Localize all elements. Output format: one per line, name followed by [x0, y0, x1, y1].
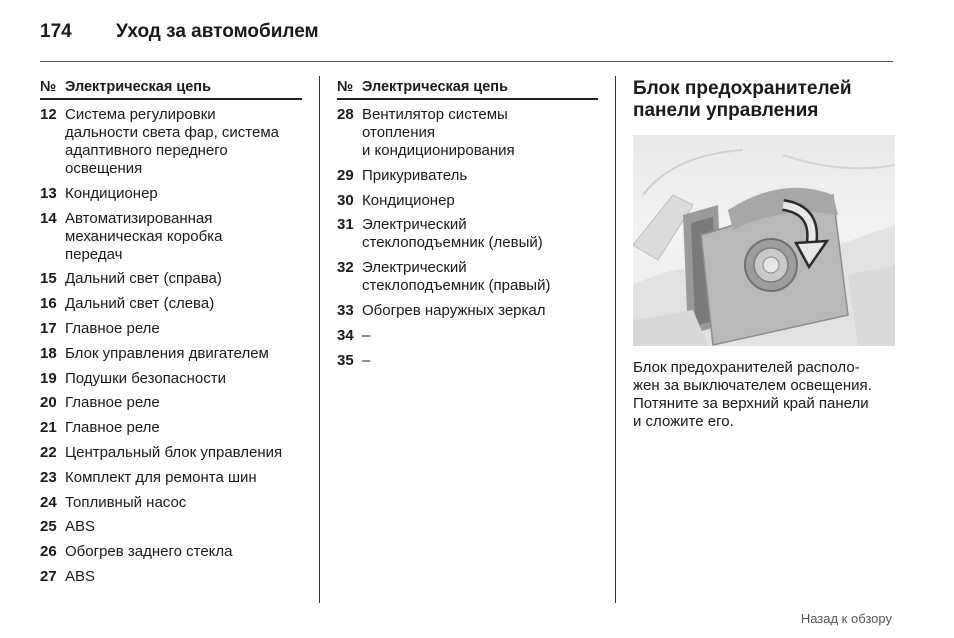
circuit-name: Электрический стеклоподъемник (левый): [362, 216, 543, 252]
table-row: [40, 370, 302, 388]
fuse-number: 17: [40, 319, 57, 337]
fuse-panel-illustration: [633, 135, 895, 346]
table-row: [40, 543, 302, 561]
table-row: [40, 320, 302, 338]
fuse-number: 13: [40, 184, 57, 202]
table-row: [337, 259, 598, 295]
circuit-name: Главное реле: [65, 394, 160, 412]
column-circuit-header: Электрическая цепь: [65, 79, 211, 95]
circuit-name: Кондиционер: [65, 184, 158, 202]
table-row: [40, 518, 302, 536]
fuse-number: 18: [40, 344, 57, 362]
circuit-name: Подушки безопасности: [65, 369, 227, 387]
table-row: [40, 295, 302, 313]
circuit-name: ABS: [65, 518, 96, 536]
table-row: [337, 106, 598, 160]
table-row: [40, 185, 302, 203]
table-header: [40, 78, 302, 100]
column-divider-1: [319, 76, 320, 603]
fuse-number: 35: [337, 351, 354, 369]
table-header: [337, 78, 598, 100]
column-circuit-header: Электрическая цепь: [362, 79, 508, 95]
circuit-name: Кондиционер: [362, 191, 455, 209]
table-row: [337, 327, 598, 345]
table-row: [40, 210, 302, 264]
circuit-name: Прикуриватель: [362, 166, 468, 184]
circuit-name: –: [362, 326, 371, 344]
fuse-number: 28: [337, 106, 354, 123]
circuit-name: ABS: [65, 567, 96, 585]
section-title: Блок предохранителей панели управления: [633, 78, 852, 121]
fuse-table-2: [337, 78, 598, 376]
table-row: [40, 270, 302, 288]
header-divider: [40, 61, 893, 62]
fuse-number: 27: [40, 567, 57, 585]
fuse-number: 25: [40, 518, 57, 536]
fuse-box-section: [633, 78, 895, 431]
fuse-number: 33: [337, 301, 354, 319]
circuit-name: –: [362, 351, 371, 369]
table-row: [40, 345, 302, 363]
circuit-name: Электрический стеклоподъемник (правый): [362, 259, 551, 295]
table-row: [337, 216, 598, 252]
fuse-number: 22: [40, 443, 57, 461]
fuse-table-1: [40, 78, 302, 593]
circuit-name: Блок управления двигателем: [65, 344, 269, 362]
table-row: [337, 167, 598, 185]
table-row: [337, 192, 598, 210]
page-title: Уход за автомобилем: [116, 21, 319, 42]
fuse-number: 15: [40, 270, 57, 288]
fuse-number: 26: [40, 543, 57, 561]
table-row: [337, 352, 598, 370]
circuit-name: Главное реле: [65, 419, 160, 437]
circuit-name: Автоматизированная механическая коробка передач: [65, 209, 223, 263]
section-paragraph: Блок предохранителей располо- жен за выключателем освещения. Потяните за верхний край панели и сложите его.: [633, 359, 872, 430]
table-row: [40, 469, 302, 487]
table-row: [40, 106, 302, 178]
table-row: [40, 419, 302, 437]
column-divider-2: [615, 76, 616, 603]
column-number-header: №: [337, 79, 354, 95]
circuit-name: Центральный блок управления: [65, 443, 283, 461]
table-row: [40, 494, 302, 512]
fuse-number: 31: [337, 216, 354, 234]
fuse-number: 32: [337, 259, 354, 277]
fuse-number: 19: [40, 369, 57, 387]
table-row: [40, 394, 302, 412]
fuse-number: 34: [337, 326, 354, 344]
fuse-number: 12: [40, 106, 57, 123]
circuit-name: Обогрев наружных зеркал: [362, 301, 546, 319]
circuit-name: Дальний свет (слева): [65, 295, 215, 313]
fuse-number: 29: [337, 166, 354, 184]
circuit-name: Вентилятор системы отопления и кондиционирования: [362, 106, 515, 159]
circuit-name: Топливный насос: [65, 493, 187, 511]
circuit-name: Обогрев заднего стекла: [65, 543, 233, 561]
page-number: 174: [40, 21, 72, 42]
fuse-number: 16: [40, 295, 57, 313]
back-to-overview-link[interactable]: Назад к обзору: [800, 611, 892, 626]
fuse-number: 30: [337, 191, 354, 209]
table-row: [40, 444, 302, 462]
fuse-number: 24: [40, 493, 57, 511]
fuse-number: 20: [40, 394, 57, 412]
column-number-header: №: [40, 79, 57, 95]
table-row: [40, 568, 302, 586]
table-row: [337, 302, 598, 320]
circuit-name: Главное реле: [65, 319, 160, 337]
circuit-name: Дальний свет (справа): [65, 270, 222, 288]
circuit-name: Комплект для ремонта шин: [65, 468, 257, 486]
fuse-number: 23: [40, 468, 57, 486]
circuit-name: Система регулировки дальности света фар, система адаптивного переднего освещения: [65, 106, 279, 177]
fuse-number: 21: [40, 419, 57, 437]
fuse-number: 14: [40, 209, 57, 227]
